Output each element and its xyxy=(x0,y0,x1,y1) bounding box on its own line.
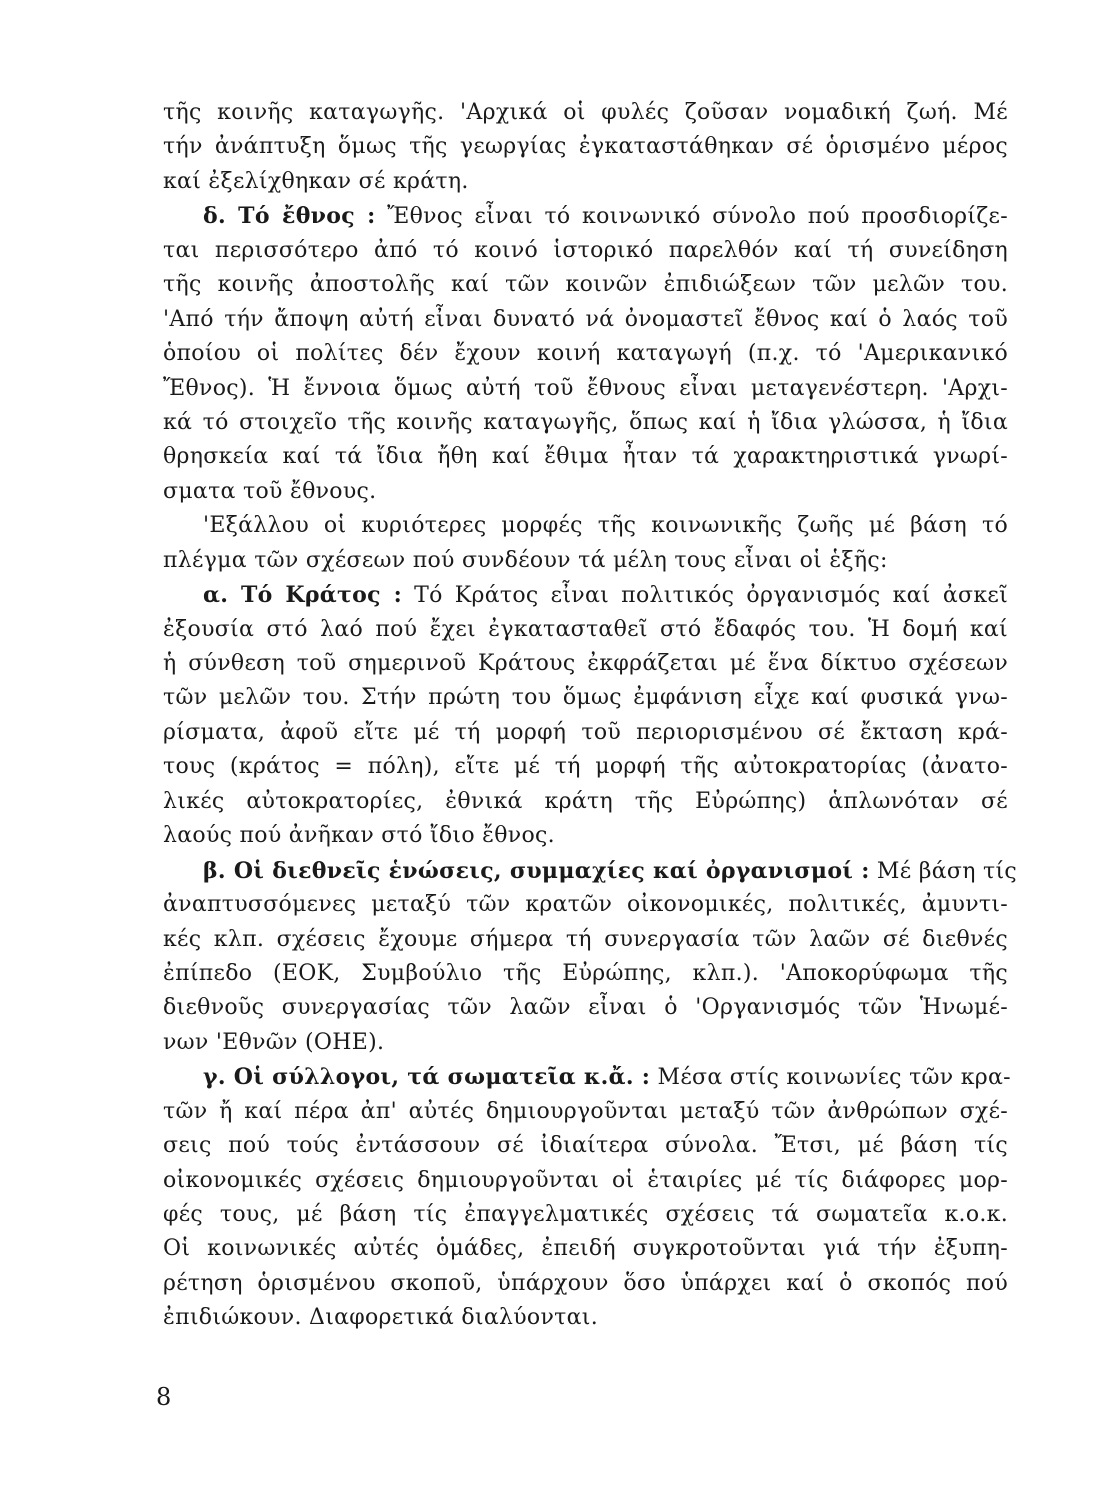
section-heading-line xyxy=(163,199,1008,233)
text-run: Ἔθνος εἶναι τό κοινωνικό σύνολο πού προσδιορίζε- xyxy=(387,204,1008,230)
text-line: ρίσματα, ἀφοῦ εἴτε μέ τή μορφή τοῦ περιορισμένου σέ ἔκταση κρά- xyxy=(163,719,1008,745)
section-heading-line xyxy=(163,578,1008,612)
text-line: φές τους, μέ βάση τίς ἐπαγγελματικές σχέσεις τά σωματεῖα κ.ο.κ. xyxy=(163,1202,1008,1227)
text-run: Μέσα στίς κοινωνίες τῶν κρα- xyxy=(657,1065,1011,1091)
text-line: σματα τοῦ ἔθνους. xyxy=(163,478,377,504)
text-line: κές κλπ. σχέσεις ἔχουμε σήμερα τή συνεργασία τῶν λαῶν σέ διεθνές xyxy=(163,926,1008,952)
text-line: ρέτηση ὁρισμένου σκοποῦ, ὑπάρχουν ὅσο ὑπάρχει καί ὁ σκοπός πού xyxy=(163,1270,1008,1296)
section-heading-international: β. Οἱ διεθνεῖς ἑνώσεις, συμμαχίες καί ὀργανισμοί : xyxy=(203,857,870,884)
text-line: Ἔθνος). Ἡ ἔννοια ὅμως αὐτή τοῦ ἔθνους εἶναι μεταγενέστερη. 'Αρχι- xyxy=(163,375,1008,401)
text-line: οἰκονομικές σχέσεις δημιουργοῦνται οἱ ἑταιρίες μέ τίς διάφορες μορ- xyxy=(163,1167,1008,1193)
text-line: ἡ σύνθεση τοῦ σημερινοῦ Κράτους ἐκφράζεται μέ ἕνα δίκτυο σχέσεων xyxy=(163,651,1008,676)
section-heading-kratos: α. Τό Κράτος : xyxy=(203,582,402,609)
section-heading-associations: γ. Οἱ σύλλογοι, τά σωματεῖα κ.ἄ. : xyxy=(203,1064,651,1091)
text-line: ὁποίου οἱ πολίτες δέν ἔχουν κοινή καταγωγή (π.χ. τό 'Αμερικανικό xyxy=(163,341,1008,367)
text-line: θρησκεία καί τά ἴδια ἤθη καί ἔθιμα ἦταν τά χαρακτηριστικά γνωρί- xyxy=(163,444,1008,470)
text-line: ἐπίπεδο (ΕΟΚ, Συμβούλιο τῆς Εὐρώπης, κλπ.). 'Αποκορύφωμα τῆς xyxy=(163,960,1008,986)
text-line: τῶν ἤ καί πέρα ἀπ' αὐτές δημιουργοῦνται μεταξύ τῶν ἀνθρώπων σχέ- xyxy=(163,1098,1008,1124)
text-line: πλέγμα τῶν σχέσεων πού συνδέουν τά μέλη τους εἶναι οἱ ἑξῆς: xyxy=(163,547,888,573)
text-run: Μέ βάση τίς xyxy=(876,858,1018,884)
text-line: 'Εξάλλου οἱ κυριότερες μορφές τῆς κοινωνικῆς ζωῆς μέ βάση τό xyxy=(203,513,1008,539)
section-heading-line xyxy=(163,854,1018,888)
text-line: τῶν μελῶν του. Στήν πρώτη του ὅμως ἐμφάνιση εἶχε καί φυσικά γνω- xyxy=(163,685,1008,711)
section-heading-ethnos: δ. Τό ἔθνος : xyxy=(203,203,376,230)
text-line: σεις πού τούς ἐντάσσουν σέ ἰδιαίτερα σύνολα. Ἔτσι, μέ βάση τίς xyxy=(163,1133,1008,1159)
text-line: λαούς πού ἀνῆκαν στό ἴδιο ἔθνος. xyxy=(163,823,555,849)
text-line: τῆς κοινῆς ἀποστολῆς καί τῶν κοινῶν ἐπιδιώξεων τῶν μελῶν του. xyxy=(163,272,1008,298)
section-heading-line xyxy=(163,1060,1011,1094)
page-body xyxy=(163,96,1018,1336)
text-line: τους (κράτος = πόλη), εἴτε μέ τή μορφή τῆς αὐτοκρατορίας (ἀνατο- xyxy=(163,754,1008,780)
text-line: τῆς κοινῆς καταγωγῆς. 'Αρχικά οἱ φυλές ζοῦσαν νομαδική ζωή. Μέ xyxy=(163,100,1008,125)
text-line: διεθνοῦς συνεργασίας τῶν λαῶν εἶναι ὁ 'Οργανισμός τῶν Ἡνωμέ- xyxy=(163,995,1008,1021)
text-line: ται περισσότερο ἀπό τό κοινό ἱστορικό παρελθόν καί τή συνείδηση xyxy=(163,237,1008,263)
text-line: ἐπιδιώκουν. Διαφορετικά διαλύονται. xyxy=(163,1305,598,1331)
text-line: Οἱ κοινωνικές αὐτές ὁμάδες, ἐπειδή συγκροτοῦνται γιά τήν ἐξυπη- xyxy=(163,1236,1008,1262)
text-line: λικές αὐτοκρατορίες, ἐθνικά κράτη τῆς Εὐρώπης) ἁπλωνόταν σέ xyxy=(163,788,1008,814)
text-line: τήν ἀνάπτυξη ὅμως τῆς γεωργίας ἐγκαταστάθηκαν σέ ὁρισμένο μέρος xyxy=(163,134,1008,160)
text-run: Τό Κράτος εἶναι πολιτικός ὀργανισμός καί ἀσκεῖ xyxy=(414,583,1008,609)
text-line: ἐξουσία στό λαό πού ἔχει ἐγκατασταθεῖ στό ἔδαφός του. Ἡ δομή καί xyxy=(163,616,1008,642)
text-line: κά τό στοιχεῖο τῆς κοινῆς καταγωγῆς, ὅπως καί ἡ ἴδια γλώσσα, ἡ ἴδια xyxy=(163,409,1008,435)
text-line: νων 'Εθνῶν (ΟΗΕ). xyxy=(163,1029,385,1055)
text-line: ἀναπτυσσόμενες μεταξύ τῶν κρατῶν οἰκονομικές, πολιτικές, ἀμυντι- xyxy=(163,892,1008,918)
text-line: 'Από τήν ἄποψη αὐτή εἶναι δυνατό νά ὀνομαστεῖ ἔθνος καί ὁ λαός τοῦ xyxy=(163,306,1008,332)
page-number: 8 xyxy=(156,1383,172,1411)
text-line: καί ἐξελίχθηκαν σέ κράτη. xyxy=(163,168,469,194)
